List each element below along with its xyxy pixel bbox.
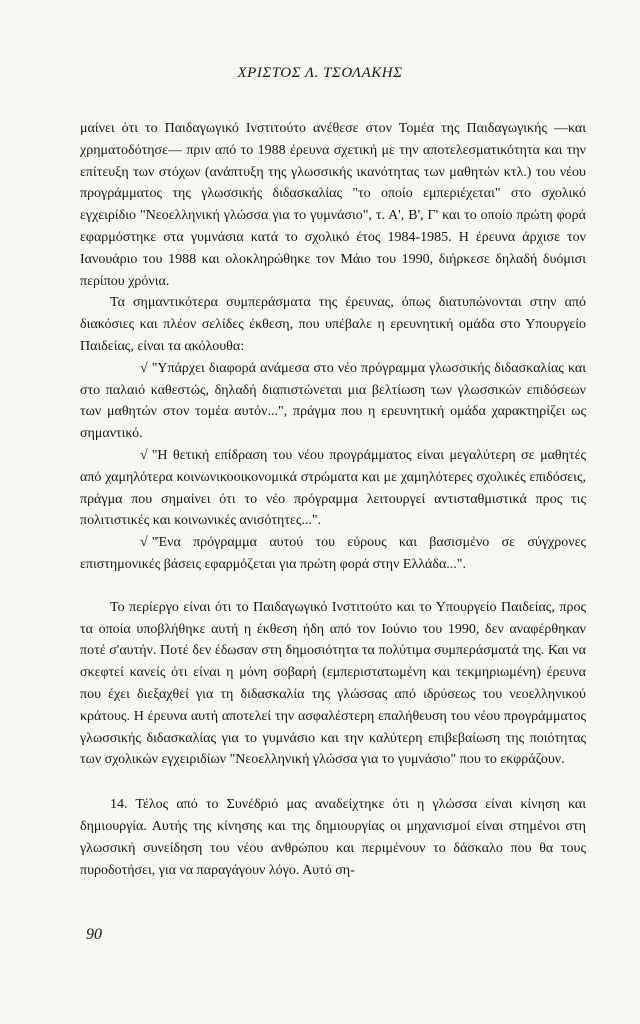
- finding-item-2: [80, 445, 586, 532]
- paragraph-continuation: μαίνει ότι το Παιδαγωγικό Ινστιτούτο ανέθεσε στον Τομέα της Παιδαγωγικής —και χρηματοδότησε— πριν από το 1988 έρευνα σχετική με την αποτελεσματικότητα και την επίτευξη των στόχων (ανάπτυξη της γλωσσικής ικανότητας των μαθητών κτλ.) του νέου προγράμματος της γλωσσικής διδασκαλίας "το οποίο εμπεριέχεται" στο σχολικό εγχειρίδιο "Νεοελληνική γλώσσα για το γυμνάσιο", τ. Α', Β', Γ' και το οποίο πρώτη φορά εφαρμόστηκε στα γυμνάσια κατά το σχολικό έτος 1984-1985. Η έρευνα άρχισε τον Ιανουάριο του 1988 και ολοκληρώθηκε τον Μάιο του 1990, διήρκεσε δηλαδή δυόμισι περίπου χρόνια.: [80, 121, 586, 289]
- finding-text-1: "Υπάρχει διαφορά ανάμεσα στο νέο πρόγραμμα γλωσσικής διδασκαλίας και στο παλαιό καθεστώς, δηλαδή διαπιστώνεται μια βελτίωση των γλωσσικών επιδόσεων των μαθητών στον τομέα αυτόν...", πράγμα που η ερευνητική ομάδα χαρακτηρίζει ως σημαντικό.: [80, 360, 586, 442]
- finding-text-2: "Η θετική επίδραση του νέου προγράμματος είναι μεγαλύτερη σε μαθητές από χαμηλότερα κοινωνικοοικονομικά στρώματα και με χαμηλότερες σχολικές επιδόσεις, πράγμα που σημαίνει ότι το νέο πρόγραμμα λειτουργεί αντισταθμιστικά προς τις πολιτιστικές και κοινωνικές ανισότητες...".: [80, 447, 586, 529]
- check-mark-icon: √: [140, 360, 148, 376]
- paragraph-point-14: 14. Τέλος από το Συνέδριό μας αναδείχτηκε ότι η γλώσσα είναι κίνηση και δημιουργία. Αυτής της κίνησης και της δημιουργίας οι μηχανισμοί είναι στημένοι στη γλωσσική συνείδηση του νέου ανθρώπου και περιμένουν το δάσκαλο που θα τους πυροδοτήσει, για να παραγάγουν λόγο. Αυτό ση-: [80, 797, 586, 878]
- running-head: ΧΡΙΣΤΟΣ Λ. ΤΣΟΛΑΚΗΣ: [237, 65, 403, 81]
- check-mark-icon: √: [140, 535, 148, 551]
- check-mark-icon: √: [140, 447, 148, 463]
- paragraph-findings-intro: Τα σημαντικότερα συμπεράσματα της έρευνας, όπως διατυπώνονται στην από διακόσιες και πλέον σελίδες έκθεση, που υπέβαλε η ερευνητική ομάδα στο Υπουργείο Παιδείας, είναι τα ακόλουθα:: [80, 295, 586, 354]
- finding-item-3: [80, 532, 586, 576]
- finding-text-3: "Ένα πρόγραμμα αυτού του εύρους και βασισμένο σε σύγχρονες επιστημονικές βάσεις εφαρμόζεται για πρώτη φορά στην Ελλάδα...".: [80, 535, 586, 572]
- body-text: [80, 118, 586, 881]
- finding-item-1: [80, 358, 586, 445]
- paragraph-commentary: Το περίεργο είναι ότι το Παιδαγωγικό Ινστιτούτο και το Υπουργείο Παιδείας, προς τα οποία υποβλήθηκε αυτή η έκθεση ήδη από τον Ιούνιο του 1990, δεν αναφέρθηκαν ποτέ σ'αυτήν. Ποτέ δεν έδωσαν στη δημοσιότητα τα πολύτιμα συμπεράσματά της. Και να σκεφτεί κανείς ότι είναι η μόνη σοβαρή (εμπεριστατωμένη και τεκμηριωμένη) έρευνα που έχει διεξαχθεί για τη διδασκαλία της γλώσσας από ιδρύσεως του νεοελληνικού κράτους. Η έρευνα αυτή αποτελεί την ασφαλέστερη επαλήθευση του νέου προγράμματος γλωσσικής διδασκαλίας για το γυμνάσιο και την καλύτερη επιβεβαίωση της ποιότητας των σχολικών εγχειριδίων "Νεοελληνική γλώσσα για το γυμνάσιο" που το εκφράζουν.: [80, 599, 586, 768]
- page-number: 90: [86, 926, 102, 943]
